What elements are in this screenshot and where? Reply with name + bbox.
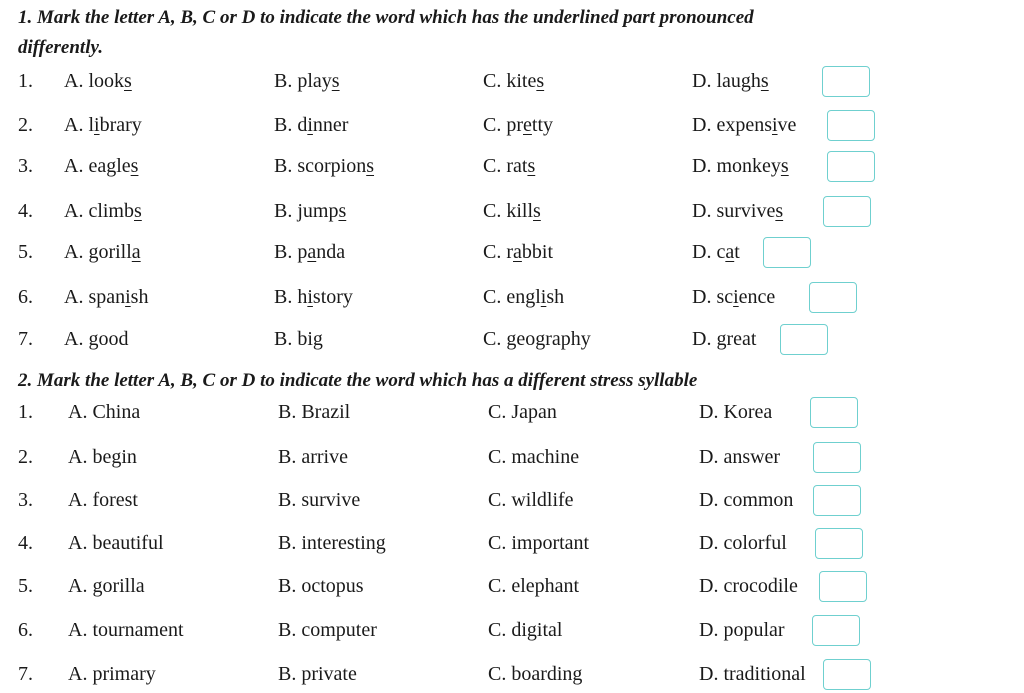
answer-box[interactable] xyxy=(827,151,875,182)
option-text: A. eagle xyxy=(64,155,131,177)
underlined-part: a xyxy=(307,241,317,263)
option-text: C. engl xyxy=(483,286,541,308)
answer-option-d[interactable]: D. popular xyxy=(699,619,785,641)
question-row xyxy=(0,151,1024,181)
answer-box[interactable] xyxy=(813,442,861,473)
answer-option-d[interactable] xyxy=(692,237,740,267)
answer-option-d[interactable]: D. colorful xyxy=(699,532,787,554)
question-row xyxy=(0,615,1024,645)
question-row xyxy=(0,397,1024,427)
underlined-part: i xyxy=(307,114,313,136)
option-text: D. survive xyxy=(692,200,776,222)
option-text: C. geography xyxy=(483,328,591,350)
answer-option-a[interactable]: A. beautiful xyxy=(68,532,164,554)
underlined-part: s xyxy=(536,70,545,92)
answer-option-b[interactable]: B. octopus xyxy=(278,575,364,597)
answer-option-d[interactable] xyxy=(692,324,756,354)
answer-option-b[interactable]: B. survive xyxy=(278,489,361,511)
question-number: 6. xyxy=(18,286,33,308)
question-number: 6. xyxy=(18,619,33,641)
question-number: 1. xyxy=(18,401,33,423)
underlined-part: i xyxy=(94,114,100,136)
answer-box[interactable] xyxy=(813,485,861,516)
answer-option-b[interactable]: B. interesting xyxy=(278,532,386,554)
answer-option-c[interactable] xyxy=(483,196,541,226)
option-text: C. r xyxy=(483,241,513,263)
answer-option-b[interactable] xyxy=(274,237,345,267)
option-text: nner xyxy=(312,114,349,136)
option-text: B. d xyxy=(274,114,308,136)
underlined-part: a xyxy=(725,241,735,263)
option-text: A. look xyxy=(64,70,124,92)
answer-box[interactable] xyxy=(780,324,828,355)
answer-option-c[interactable] xyxy=(483,282,564,312)
answer-option-c[interactable]: C. machine xyxy=(488,446,580,468)
answer-option-c[interactable] xyxy=(483,110,553,140)
answer-option-d[interactable]: D. answer xyxy=(699,446,781,468)
answer-option-a[interactable]: A. begin xyxy=(68,446,137,468)
option-text: sh xyxy=(546,286,565,308)
option-text: D. laugh xyxy=(692,70,761,92)
answer-option-b[interactable] xyxy=(274,196,346,226)
option-text: A. span xyxy=(64,286,126,308)
option-text: sh xyxy=(130,286,149,308)
answer-box[interactable] xyxy=(823,196,871,227)
question-number: 3. xyxy=(18,155,33,177)
underlined-part: s xyxy=(124,70,132,92)
underlined-part: s xyxy=(780,155,789,177)
answer-option-b[interactable] xyxy=(274,282,353,312)
option-text: ve xyxy=(777,114,797,136)
answer-option-b[interactable] xyxy=(274,324,323,354)
option-text: B. big xyxy=(274,328,323,350)
answer-box[interactable] xyxy=(823,659,871,690)
question-row xyxy=(0,528,1024,558)
underlined-part: a xyxy=(131,241,141,263)
option-text: C. kill xyxy=(483,200,534,222)
question-row xyxy=(0,196,1024,226)
underlined-part: i xyxy=(733,286,739,308)
answer-option-d[interactable] xyxy=(692,66,769,96)
option-text: A. gorill xyxy=(64,241,132,263)
option-text: B. h xyxy=(274,286,308,308)
answer-option-a[interactable] xyxy=(64,196,142,226)
answer-option-d[interactable]: D. Korea xyxy=(699,401,773,423)
answer-box[interactable] xyxy=(819,571,867,602)
option-text: D. monkey xyxy=(692,155,781,177)
question-row xyxy=(0,282,1024,312)
question-row xyxy=(0,66,1024,96)
answer-option-d[interactable] xyxy=(692,110,796,140)
question-row xyxy=(0,324,1024,354)
answer-option-a[interactable] xyxy=(64,66,132,96)
underlined-part: s xyxy=(134,200,142,222)
answer-option-a[interactable] xyxy=(64,151,138,181)
option-text: D. c xyxy=(692,241,726,263)
option-text: tty xyxy=(531,114,554,136)
answer-option-c[interactable]: C. Japan xyxy=(488,401,557,423)
answer-option-c[interactable] xyxy=(483,237,553,267)
section1-title: 1. Mark the letter A, B, C or D to indicate the word which has the underlined part pronounced xyxy=(18,7,754,28)
question-number: 5. xyxy=(18,575,33,597)
answer-box[interactable] xyxy=(827,110,875,141)
section2-title: 2. Mark the letter A, B, C or D to indicate the word which has a different stress syllable xyxy=(18,370,698,391)
question-number: 2. xyxy=(18,446,33,468)
underlined-part: s xyxy=(331,70,340,92)
question-row xyxy=(0,110,1024,140)
answer-option-d[interactable]: D. common xyxy=(699,489,794,511)
question-row xyxy=(0,659,1024,689)
answer-option-a[interactable] xyxy=(64,324,128,354)
answer-box[interactable] xyxy=(822,66,870,97)
answer-box[interactable] xyxy=(812,615,860,646)
underlined-part: s xyxy=(130,155,139,177)
answer-option-b[interactable] xyxy=(274,66,340,96)
answer-option-b[interactable] xyxy=(274,151,374,181)
answer-option-c[interactable] xyxy=(483,151,535,181)
option-text: B. jump xyxy=(274,200,339,222)
answer-option-b[interactable]: B. Brazil xyxy=(278,401,351,423)
option-text: A. l xyxy=(64,114,94,136)
option-text: D. sc xyxy=(692,286,734,308)
answer-option-a[interactable]: A. China xyxy=(68,401,141,423)
answer-option-d[interactable]: D. traditional xyxy=(699,663,806,685)
answer-option-d[interactable]: D. crocodile xyxy=(699,575,798,597)
underlined-part: i xyxy=(307,286,313,308)
option-text: t xyxy=(734,241,740,263)
answer-option-c[interactable] xyxy=(483,324,591,354)
answer-option-c[interactable]: C. important xyxy=(488,532,590,554)
answer-option-c[interactable]: C. boarding xyxy=(488,663,583,685)
answer-option-c[interactable] xyxy=(483,66,544,96)
answer-option-a[interactable]: A. forest xyxy=(68,489,138,511)
answer-option-d[interactable] xyxy=(692,196,783,226)
underlined-part: s xyxy=(366,155,375,177)
section1-title-cont: differently. xyxy=(18,37,103,58)
question-row xyxy=(0,442,1024,472)
option-text: C. kite xyxy=(483,70,537,92)
option-text: A. good xyxy=(64,328,129,350)
answer-option-c[interactable]: C. digital xyxy=(488,619,563,641)
option-text: B. p xyxy=(274,241,308,263)
underlined-part: s xyxy=(533,200,541,222)
question-number: 5. xyxy=(18,241,33,263)
answer-box[interactable] xyxy=(809,282,857,313)
underlined-part: i xyxy=(540,286,547,308)
answer-option-b[interactable]: B. arrive xyxy=(278,446,348,468)
answer-option-a[interactable] xyxy=(64,282,148,312)
answer-option-b[interactable] xyxy=(274,110,348,140)
question-row xyxy=(0,571,1024,601)
answer-box[interactable] xyxy=(815,528,863,559)
underlined-part: s xyxy=(775,200,784,222)
question-number: 7. xyxy=(18,663,33,685)
option-text: B. play xyxy=(274,70,332,92)
answer-box[interactable] xyxy=(810,397,858,428)
underlined-part: s xyxy=(527,155,536,177)
answer-option-a[interactable] xyxy=(64,110,142,140)
option-text: brary xyxy=(99,114,142,136)
option-text: A. climb xyxy=(64,200,134,222)
answer-option-d[interactable] xyxy=(692,282,775,312)
answer-option-a[interactable] xyxy=(64,237,141,267)
answer-option-d[interactable] xyxy=(692,151,789,181)
question-number: 7. xyxy=(18,328,33,350)
underlined-part: s xyxy=(338,200,347,222)
option-text: story xyxy=(312,286,353,308)
option-text: D. great xyxy=(692,328,757,350)
option-text: bbit xyxy=(521,241,554,263)
answer-option-c[interactable]: C. elephant xyxy=(488,575,580,597)
answer-option-a[interactable]: A. primary xyxy=(68,663,156,685)
option-text: nda xyxy=(316,241,346,263)
option-text: C. rat xyxy=(483,155,528,177)
underlined-part: i xyxy=(771,114,778,136)
question-number: 4. xyxy=(18,200,33,222)
underlined-part: i xyxy=(125,286,131,308)
answer-option-c[interactable]: C. wildlife xyxy=(488,489,574,511)
option-text: ence xyxy=(738,286,776,308)
answer-option-b[interactable]: B. computer xyxy=(278,619,377,641)
option-text: B. scorpion xyxy=(274,155,367,177)
option-text: C. pr xyxy=(483,114,523,136)
answer-box[interactable] xyxy=(763,237,811,268)
answer-option-b[interactable]: B. private xyxy=(278,663,357,685)
underlined-part: e xyxy=(523,114,532,136)
question-row xyxy=(0,485,1024,515)
answer-option-a[interactable]: A. gorilla xyxy=(68,575,145,597)
question-number: 1. xyxy=(18,70,33,92)
question-number: 4. xyxy=(18,532,33,554)
answer-option-a[interactable]: A. tournament xyxy=(68,619,184,641)
question-row xyxy=(0,237,1024,267)
question-number: 2. xyxy=(18,114,33,136)
underlined-part: s xyxy=(760,70,769,92)
option-text: D. expens xyxy=(692,114,772,136)
question-number: 3. xyxy=(18,489,33,511)
underlined-part: a xyxy=(513,241,522,263)
